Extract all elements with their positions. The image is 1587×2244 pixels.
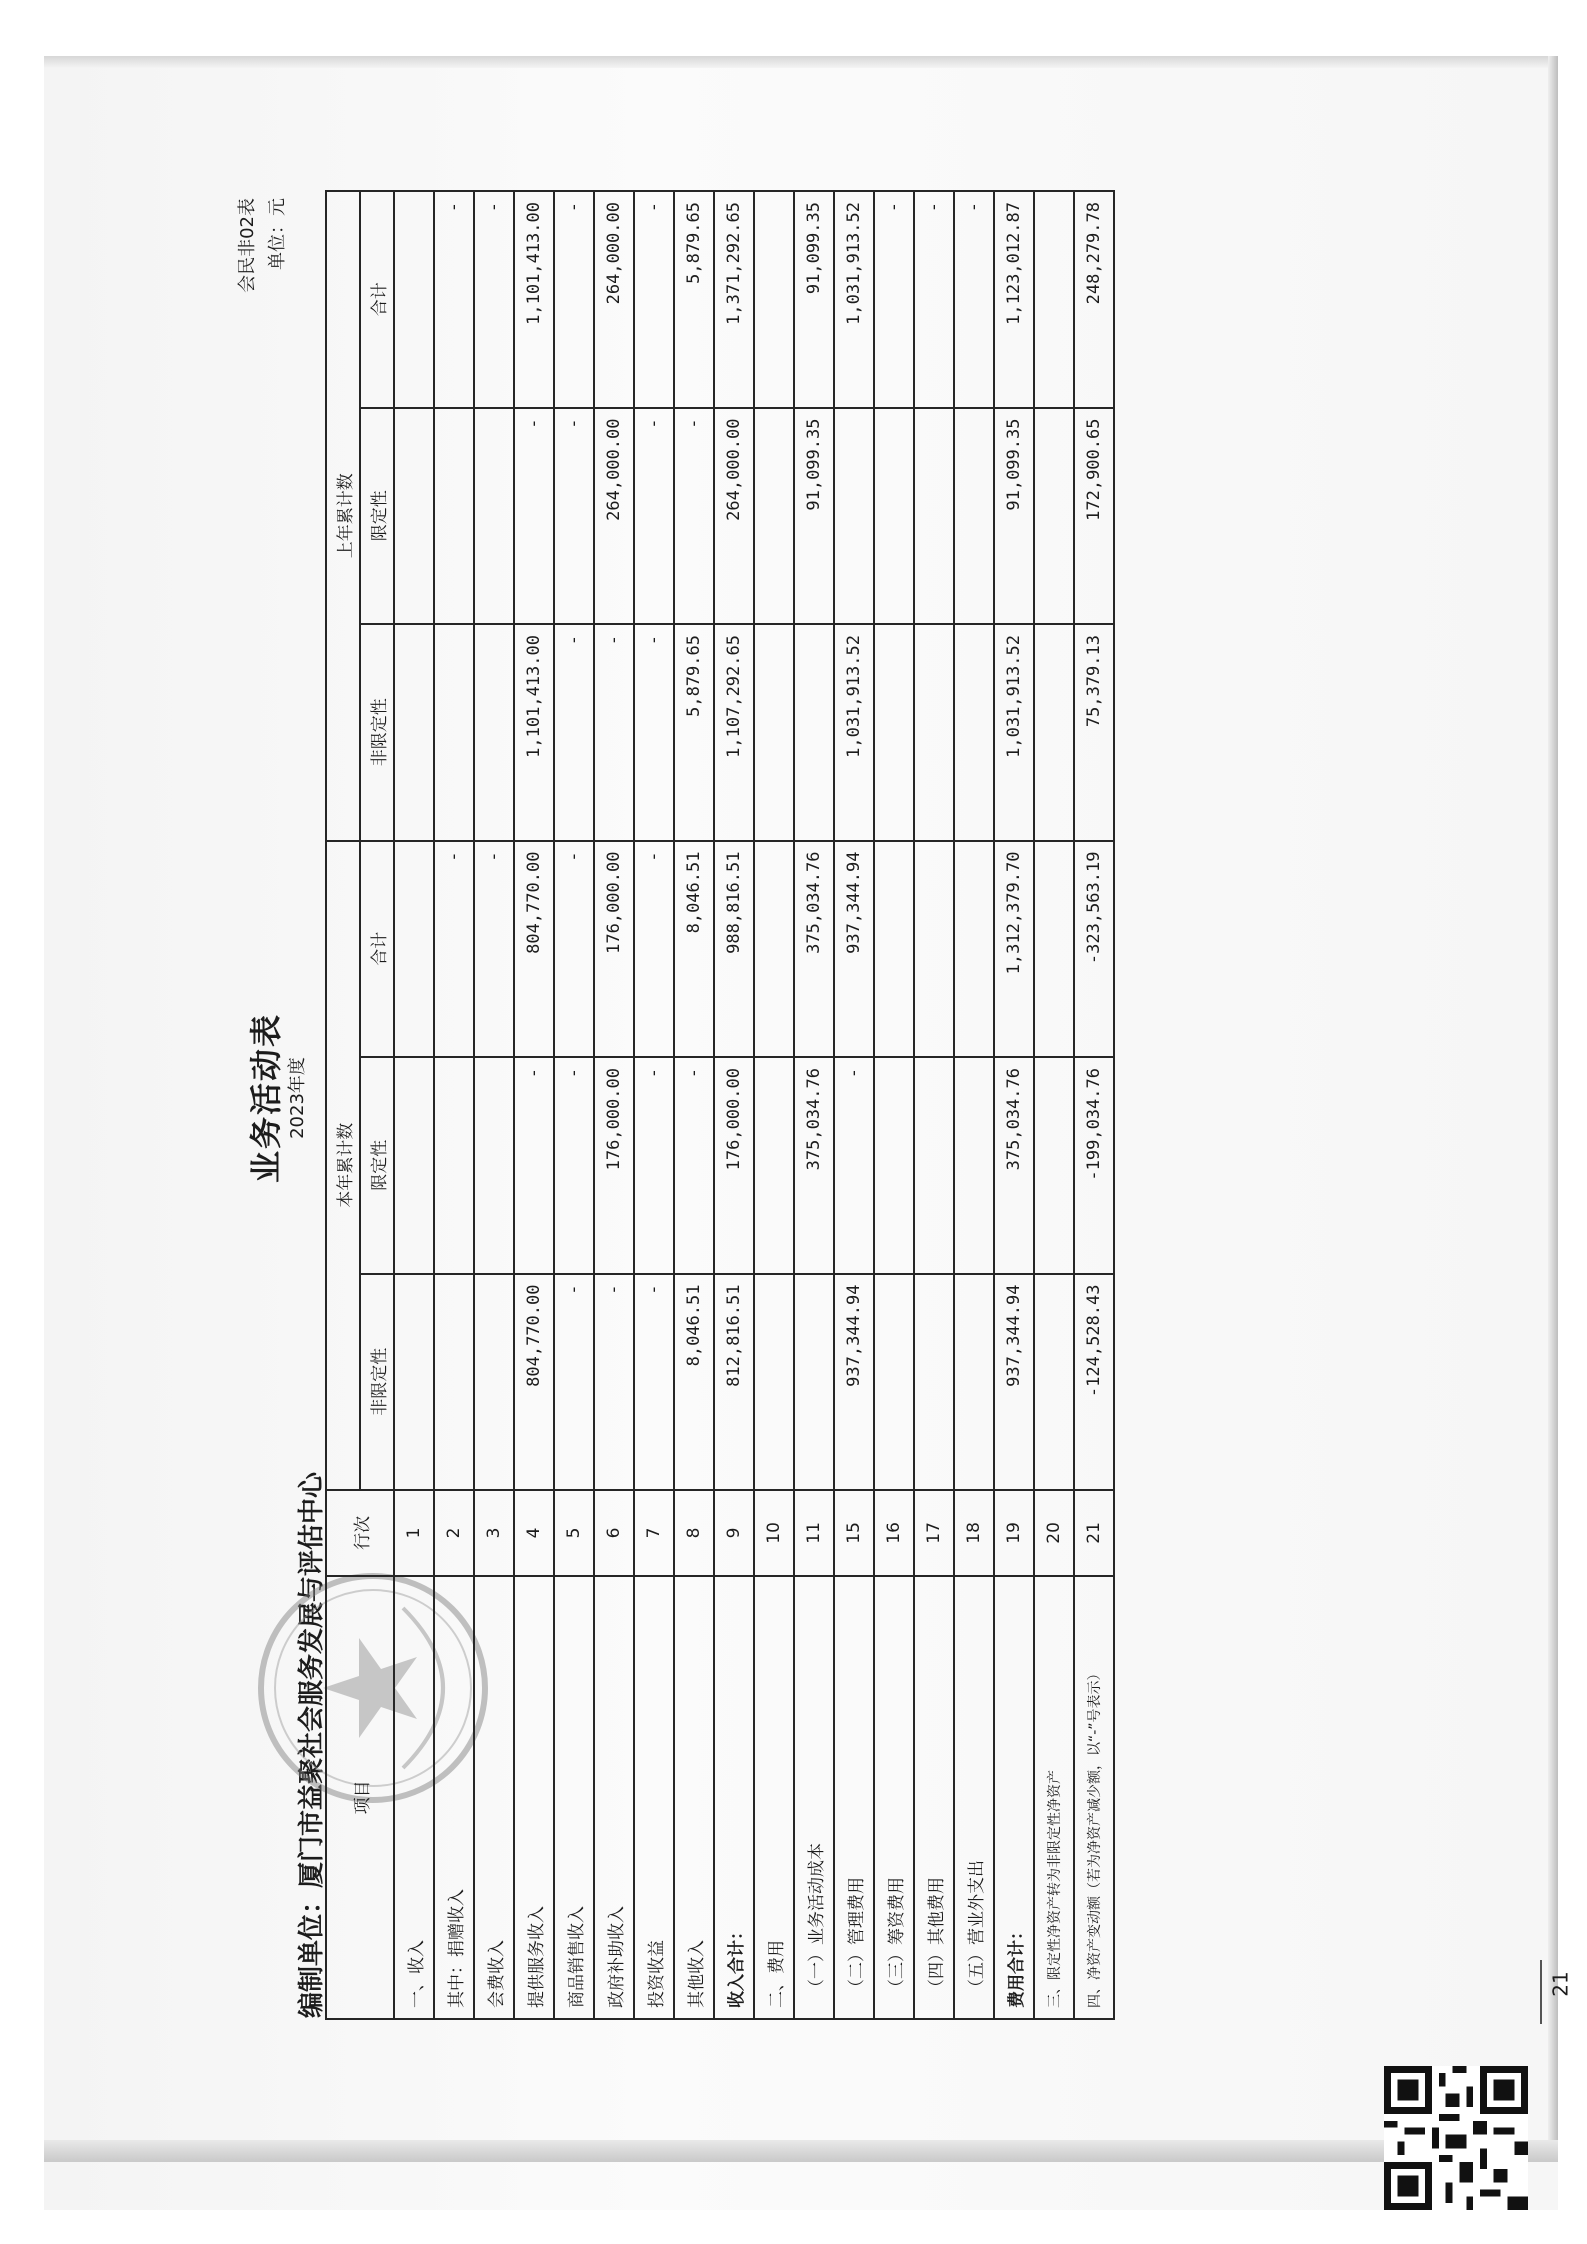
row-value-pre-r — [834, 408, 874, 625]
row-value-pre-t: 91,099.35 — [794, 191, 834, 408]
row-value-cur-t — [394, 841, 434, 1058]
row-value-pre-t: - — [434, 191, 474, 408]
row-value-pre-t: 264,000.00 — [594, 191, 634, 408]
row-line-number: 4 — [514, 1490, 554, 1576]
row-value-pre-u — [1034, 624, 1074, 841]
table-row — [634, 191, 674, 2019]
row-item-label: 三、限定性净资产转为非限定性净资产 — [1034, 1576, 1074, 2019]
row-value-pre-t: - — [474, 191, 514, 408]
preparing-organization: 编制单位：厦门市益聚社会服务发展与评估中心 — [297, 1471, 327, 2018]
row-value-cur-t: 176,000.00 — [594, 841, 634, 1058]
table-row — [434, 191, 474, 2019]
row-value-pre-u: 75,379.13 — [1074, 624, 1114, 841]
table-row — [554, 191, 594, 2019]
row-value-cur-t: 937,344.94 — [834, 841, 874, 1058]
row-value-cur-t — [1034, 841, 1074, 1058]
report-title: 业务活动表 — [247, 1013, 285, 1184]
page-number: 21 — [1548, 1971, 1573, 1997]
row-value-pre-t: - — [914, 191, 954, 408]
header-cur-total: 合计 — [360, 841, 394, 1058]
row-value-cur-u: - — [594, 1274, 634, 1491]
row-value-pre-r — [874, 408, 914, 625]
table-row — [994, 191, 1034, 2019]
row-value-cur-r: 176,000.00 — [714, 1057, 754, 1274]
report-code: 会民非02表 — [237, 198, 258, 293]
row-value-pre-u — [474, 624, 514, 841]
row-item-label: 政府补助收入 — [594, 1576, 634, 2019]
header-pre-total: 合计 — [360, 191, 394, 408]
row-value-pre-t: - — [554, 191, 594, 408]
table-row — [674, 191, 714, 2019]
row-line-number: 19 — [994, 1490, 1034, 1576]
row-value-cur-r: - — [834, 1057, 874, 1274]
row-value-pre-u: 1,031,913.52 — [994, 624, 1034, 841]
table-row — [514, 191, 554, 2019]
table-row — [954, 191, 994, 2019]
row-value-cur-u — [1034, 1274, 1074, 1491]
scan-shadow-right — [1548, 56, 1558, 2156]
row-item-label: 投资收益 — [634, 1576, 674, 2019]
row-value-cur-t — [754, 841, 794, 1058]
row-value-pre-r: 172,900.65 — [1074, 408, 1114, 625]
row-value-pre-u — [434, 624, 474, 841]
row-value-cur-u — [394, 1274, 434, 1491]
row-value-cur-t — [914, 841, 954, 1058]
row-item-label: 提供服务收入 — [514, 1576, 554, 2019]
row-value-pre-r — [954, 408, 994, 625]
row-value-pre-r: - — [514, 408, 554, 625]
row-value-pre-t: - — [954, 191, 994, 408]
row-line-number: 8 — [674, 1490, 714, 1576]
table-row — [914, 191, 954, 2019]
row-value-cur-r — [914, 1057, 954, 1274]
row-value-pre-u — [954, 624, 994, 841]
row-line-number: 20 — [1034, 1490, 1074, 1576]
row-value-pre-u — [874, 624, 914, 841]
row-value-pre-t — [754, 191, 794, 408]
row-item-label: 其他收入 — [674, 1576, 714, 2019]
row-value-cur-u — [874, 1274, 914, 1491]
row-value-cur-r — [754, 1057, 794, 1274]
row-item-label: 收入合计： — [714, 1576, 754, 2019]
row-line-number: 17 — [914, 1490, 954, 1576]
row-line-number: 10 — [754, 1490, 794, 1576]
row-value-cur-u: - — [554, 1274, 594, 1491]
row-value-cur-t: - — [554, 841, 594, 1058]
row-value-cur-t: - — [474, 841, 514, 1058]
header-pre-restricted: 限定性 — [360, 408, 394, 625]
report-unit: 单位：元 — [267, 198, 288, 270]
header-pre-unrestricted: 非限定性 — [360, 624, 394, 841]
row-value-cur-u — [914, 1274, 954, 1491]
row-value-cur-u: 8,046.51 — [674, 1274, 714, 1491]
table-row — [394, 191, 434, 2019]
row-value-pre-r: - — [634, 408, 674, 625]
row-line-number: 15 — [834, 1490, 874, 1576]
header-last-year: 上年累计数 — [326, 191, 360, 841]
row-value-cur-u: 812,816.51 — [714, 1274, 754, 1491]
row-value-pre-u — [794, 624, 834, 841]
row-value-cur-t: 1,312,379.70 — [994, 841, 1034, 1058]
header-line: 行次 — [326, 1490, 394, 1576]
statement-body — [394, 191, 1114, 2019]
table-row — [714, 191, 754, 2019]
row-value-pre-u: 1,101,413.00 — [514, 624, 554, 841]
row-item-label: （一）业务活动成本 — [794, 1576, 834, 2019]
row-value-pre-u — [754, 624, 794, 841]
row-item-label: （四）其他费用 — [914, 1576, 954, 2019]
header-cur-unrestricted: 非限定性 — [360, 1274, 394, 1491]
row-value-pre-t: 1,123,012.87 — [994, 191, 1034, 408]
row-value-cur-u: - — [634, 1274, 674, 1491]
row-item-label: （二）管理费用 — [834, 1576, 874, 2019]
row-value-pre-r — [914, 408, 954, 625]
row-value-pre-t — [1034, 191, 1074, 408]
row-value-pre-u — [394, 624, 434, 841]
row-value-pre-u: - — [594, 624, 634, 841]
header-current-year: 本年累计数 — [326, 841, 360, 1491]
row-value-cur-r: - — [634, 1057, 674, 1274]
row-value-cur-t: 988,816.51 — [714, 841, 754, 1058]
row-value-pre-r: 91,099.35 — [994, 408, 1034, 625]
row-item-label: 费用合计： — [994, 1576, 1034, 2019]
row-value-cur-r: 375,034.76 — [994, 1057, 1034, 1274]
row-line-number: 9 — [714, 1490, 754, 1576]
table-row — [1074, 191, 1114, 2019]
row-value-pre-t — [394, 191, 434, 408]
row-value-cur-t — [954, 841, 994, 1058]
business-activity-statement — [133, 148, 1433, 2048]
row-value-pre-r: 264,000.00 — [714, 408, 754, 625]
row-value-pre-r — [754, 408, 794, 625]
report-year: 2023年度 — [287, 1057, 308, 1139]
row-value-cur-u: 937,344.94 — [994, 1274, 1034, 1491]
row-value-cur-u: 804,770.00 — [514, 1274, 554, 1491]
row-value-pre-r — [474, 408, 514, 625]
row-value-cur-t: - — [434, 841, 474, 1058]
row-value-pre-r: - — [674, 408, 714, 625]
row-value-cur-r — [954, 1057, 994, 1274]
row-value-cur-u — [434, 1274, 474, 1491]
statement-table — [325, 190, 1115, 2020]
row-value-cur-t: 8,046.51 — [674, 841, 714, 1058]
row-value-cur-r: 375,034.76 — [794, 1057, 834, 1274]
row-value-pre-u: 1,031,913.52 — [834, 624, 874, 841]
row-value-pre-t: 5,879.65 — [674, 191, 714, 408]
row-item-label: （三）筹资费用 — [874, 1576, 914, 2019]
row-value-pre-r: - — [554, 408, 594, 625]
row-value-pre-t: 1,371,292.65 — [714, 191, 754, 408]
row-line-number: 6 — [594, 1490, 634, 1576]
table-row — [794, 191, 834, 2019]
row-value-cur-u — [474, 1274, 514, 1491]
row-line-number: 2 — [434, 1490, 474, 1576]
row-line-number: 16 — [874, 1490, 914, 1576]
row-value-cur-r: -199,034.76 — [1074, 1057, 1114, 1274]
row-item-label: 商品销售收入 — [554, 1576, 594, 2019]
row-value-cur-t: -323,563.19 — [1074, 841, 1114, 1058]
table-row — [474, 191, 514, 2019]
row-value-cur-u: 937,344.94 — [834, 1274, 874, 1491]
row-value-cur-r: - — [514, 1057, 554, 1274]
row-value-cur-t: 804,770.00 — [514, 841, 554, 1058]
table-row — [874, 191, 914, 2019]
row-value-pre-r — [394, 408, 434, 625]
header-cur-restricted: 限定性 — [360, 1057, 394, 1274]
row-value-pre-r: 91,099.35 — [794, 408, 834, 625]
row-value-pre-u — [914, 624, 954, 841]
row-value-cur-u — [754, 1274, 794, 1491]
row-value-pre-u: - — [634, 624, 674, 841]
row-value-cur-r: - — [674, 1057, 714, 1274]
row-item-label: （五）营业外支出 — [954, 1576, 994, 2019]
row-value-cur-r — [434, 1057, 474, 1274]
row-value-cur-u: -124,528.43 — [1074, 1274, 1114, 1491]
row-value-pre-t: 1,101,413.00 — [514, 191, 554, 408]
row-value-pre-u: 1,107,292.65 — [714, 624, 754, 841]
row-value-pre-r — [1034, 408, 1074, 625]
row-value-cur-r — [1034, 1057, 1074, 1274]
row-line-number: 18 — [954, 1490, 994, 1576]
row-value-cur-t: 375,034.76 — [794, 841, 834, 1058]
row-value-pre-t: 248,279.78 — [1074, 191, 1114, 408]
table-row — [754, 191, 794, 2019]
row-value-pre-t: 1,031,913.52 — [834, 191, 874, 408]
row-value-cur-t: - — [634, 841, 674, 1058]
row-value-cur-r: 176,000.00 — [594, 1057, 634, 1274]
row-line-number: 1 — [394, 1490, 434, 1576]
row-value-cur-r — [394, 1057, 434, 1274]
row-value-cur-u — [954, 1274, 994, 1491]
table-row — [594, 191, 634, 2019]
row-value-cur-r: - — [554, 1057, 594, 1274]
row-item-label: 二、费用 — [754, 1576, 794, 2019]
row-value-cur-u — [794, 1274, 834, 1491]
row-line-number: 3 — [474, 1490, 514, 1576]
scan-shadow-bottom — [44, 2140, 1558, 2162]
row-value-pre-u: 5,879.65 — [674, 624, 714, 841]
row-item-label: 四、净资产变动额（若为净资产减少额，以“-”号表示） — [1074, 1576, 1114, 2019]
row-value-cur-r — [474, 1057, 514, 1274]
row-value-cur-r — [874, 1057, 914, 1274]
header-item: 项目 — [326, 1576, 394, 2019]
row-item-label: 一、收入 — [394, 1576, 434, 2019]
row-line-number: 11 — [794, 1490, 834, 1576]
row-item-label: 其中：捐赠收入 — [434, 1576, 474, 2019]
row-line-number: 21 — [1074, 1490, 1114, 1576]
row-item-label: 会费收入 — [474, 1576, 514, 2019]
table-row — [1034, 191, 1074, 2019]
row-value-pre-r: 264,000.00 — [594, 408, 634, 625]
row-value-pre-t: - — [874, 191, 914, 408]
row-value-pre-r — [434, 408, 474, 625]
scan-shadow-top — [44, 56, 1558, 68]
table-row — [834, 191, 874, 2019]
qr-code-icon — [1384, 2066, 1528, 2210]
row-value-pre-u: - — [554, 624, 594, 841]
row-value-pre-t: - — [634, 191, 674, 408]
row-line-number: 7 — [634, 1490, 674, 1576]
row-line-number: 5 — [554, 1490, 594, 1576]
row-value-cur-t — [874, 841, 914, 1058]
